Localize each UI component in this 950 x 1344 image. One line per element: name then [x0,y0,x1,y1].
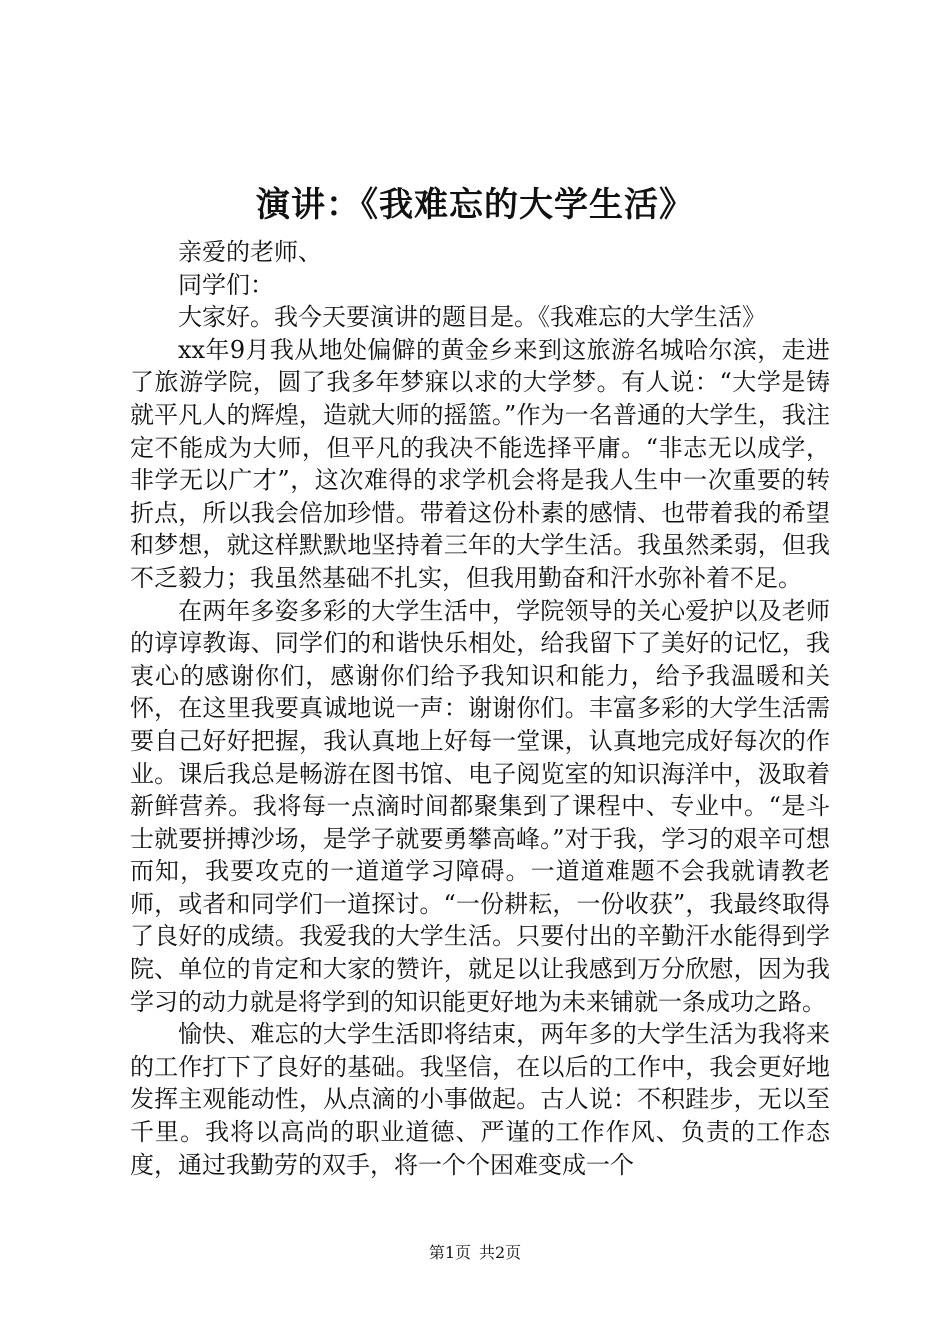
document-body [130,236,830,1181]
page-total: 共2页 [479,1243,522,1262]
salutation-line-2: 同学们： [178,270,274,299]
salutation-line-1: 亲爱的老师、 [178,238,322,266]
body-paragraph: xx年9月我从地处偏僻的黄金乡来到这旅游名城哈尔滨，走进了旅游学院，圆了我多年梦寐以求的大学梦。有人说：“大学是铸就平凡人的辉煌，造就大师的摇篮。”作为一名普通的大学生，我注定不能成为大师，但平凡的我决不能选择平庸。“非志无以成学，非学无以广才”，这次难得的求学机会将是我人生中一次重要的转折点，所以我会倍加珍惜。带着这份朴素的感情、也带着我的希望和梦想，就这样默默地坚持着三年的大学生活。我虽然柔弱，但我不乏毅力；我虽然基础不扎实，但我用勤奋和汗水弥补着不足。 [130,335,830,592]
page-footer [0,1242,950,1264]
greeting-paragraph: 大家好。我今天要演讲的题目是。《我难忘的大学生活》 [178,303,766,332]
body-paragraph: 愉快、难忘的大学生活即将结束，两年多的大学生活为我将来的工作打下了良好的基础。我坚信，在以后的工作中，我会更好地发挥主观能动性，从点滴的小事做起。古人说：不积跬步，无以至千里。我将以高尚的职业道德、严谨的工作作风、负责的工作态度，通过我勤劳的双手，将一个个困难变成一个 [130,1020,830,1179]
body-paragraph: 在两年多姿多彩的大学生活中，学院领导的关心爱护以及老师的谆谆教诲、同学们的和谐快乐相处，给我留下了美好的记忆，我衷心的感谢你们，感谢你们给予我知识和能力，给予我温暖和关怀，在这里我要真诚地说一声：谢谢你们。丰富多彩的大学生活需要自己好好把握，我认真地上好每一堂课，认真地完成好每次的作业。课后我总是畅游在图书馆、电子阅览室的知识海洋中，汲取着新鲜营养。我将每一点滴时间都聚集到了课程中、专业中。“是斗士就要拼搏沙场，是学子就要勇攀高峰。”对于我，学习的艰辛可想而知，我要攻克的一道道学习障碍。一道道难题不会我就请教老师，或者和同学们一道探讨。“一份耕耘，一份收获”，我最终取得了良好的成绩。我爱我的大学生活。只要付出的辛勤汗水能得到学院、单位的肯定和大家的赞许，就足以让我感到万分欣慰，因为我学习的动力就是将学到的知识能更好地为未来铺就一条成功之路。 [130,596,830,1016]
document-title: 演讲：《我难忘的大学生活》 [256,185,694,225]
page-number: 第1页 [428,1243,471,1262]
